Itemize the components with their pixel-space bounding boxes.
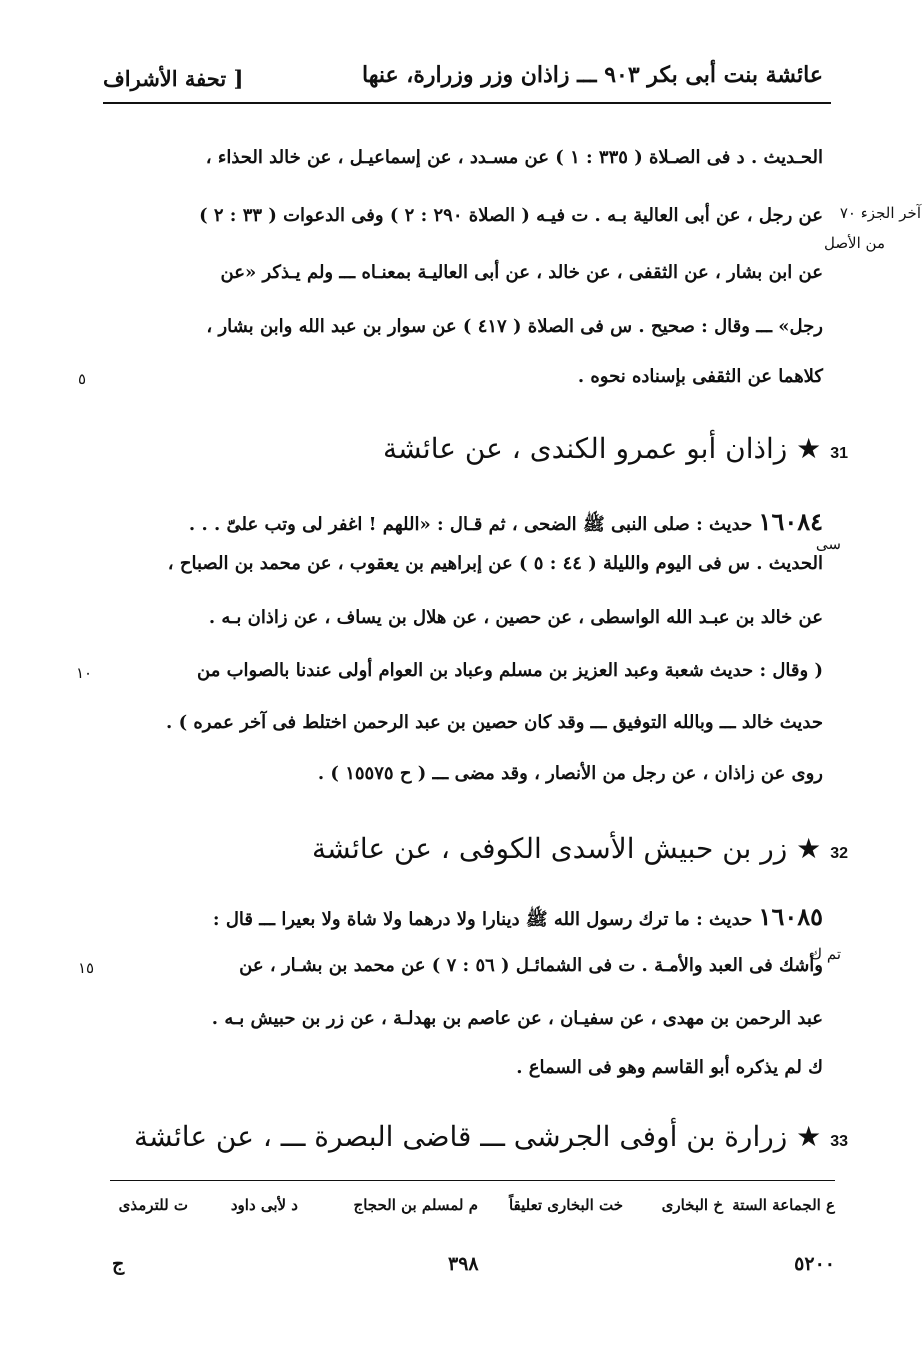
hadith-number: ١٦٠٨٥	[758, 902, 823, 931]
text-line: عن خالد بن عبـد الله الواسطى ، عن حصين ، عن هلال بن يساف ، عن زاذان بـه .	[208, 607, 823, 628]
hadith-line	[189, 507, 823, 539]
section-star: ★	[787, 832, 822, 865]
abbreviation-item: ع الجماعة الستة	[732, 1196, 835, 1214]
volume-letter: ج	[112, 1253, 125, 1275]
hadith-number: ١٦٠٨٤	[758, 507, 823, 536]
text-line: حديث خالد ـــ وبالله التوفيق ـــ وقد كان حصين بن عبد الرحمن اختلط فى آخر عمره ) .	[166, 712, 823, 733]
section-title: زرارة بن أوفى الجرشى ـــ قاضى البصرة ـــ ، عن عائشة	[134, 1120, 788, 1153]
section-number: 33	[830, 1133, 848, 1150]
margin-note: آخر الجزء ٧٠	[839, 204, 921, 222]
text-line: الحـديث . د فى الصـلاة ( ٣٣٥ : ١ ) عن مسـدد ، عن إسماعيـل ، عن خالد الحذاء ،	[205, 147, 823, 168]
section-heading	[134, 1120, 848, 1153]
running-header-title: عائشة بنت أبى بكر ٩٠٣ ـــ زاذان وزر وزرارة، عنها	[362, 62, 823, 88]
line-number-marker: ١٥	[78, 959, 95, 977]
page-number: ٣٩٨	[448, 1253, 479, 1275]
abbreviation-item: خ البخارى	[661, 1196, 723, 1214]
section-title: زر بن حبيش الأسدى الكوفى ، عن عائشة	[312, 832, 788, 865]
section-star: ★	[787, 432, 822, 465]
section-title: زاذان أبو عمرو الكندى ، عن عائشة	[382, 432, 788, 465]
abbreviation-item: ت للترمذى	[118, 1196, 188, 1214]
line-number-marker: ٥	[78, 370, 87, 388]
hadith-line	[213, 902, 823, 934]
text-line: عبد الرحمن بن مهدى ، عن سفيـان ، عن عاصم بن بهدلـة ، عن زر بن حبيش بـه .	[211, 1008, 823, 1029]
section-number: 32	[830, 845, 848, 862]
margin-siglum: تم ك	[809, 945, 841, 963]
text-line: عن ابن بشار ، عن الثقفى ، عن خالد ، عن أبى العاليـة بمعنـاه ـــ ولم يـذكر «عن	[220, 262, 823, 283]
footnote-rule	[110, 1180, 835, 1181]
text-line: الحديث . س فى اليوم والليلة ( ٤٤ : ٥ ) عن إبراهيم بن يعقوب ، عن محمد بن الصباح ،	[167, 553, 823, 574]
text-line: كلاهما عن الثقفى بإسناده نحوه .	[577, 366, 823, 387]
section-number: 31	[830, 445, 848, 462]
margin-note: من الأصل	[823, 234, 885, 252]
section-star: ★	[787, 1120, 822, 1153]
text-line: عن رجل ، عن أبى العالية بـه . ت فيـه ( الصلاة ٢٩٠ : ٢ ) وفى الدعوات ( ٣٣ : ٢ )	[199, 205, 823, 226]
abbreviation-item: خت البخارى تعليقاً	[508, 1196, 623, 1214]
section-heading	[312, 832, 848, 865]
header-rule	[103, 102, 831, 104]
hadith-text: حديث : ما ترك رسول الله ﷺ دينارا ولا درهما ولا شاة ولا بعيرا ـــ قال :	[212, 909, 753, 930]
text-line: رجل» ـــ وقال : صحيح . س فى الصلاة ( ٤١٧ ) عن سوار بن عبد الله وابن بشار ،	[206, 316, 823, 337]
text-line: ( وقال : حديث شعبة وعبد العزيز بن مسلم وعباد بن العوام أولى عندنا بالصواب من	[197, 660, 823, 681]
abbreviation-item: د لأبى داود	[230, 1196, 298, 1214]
line-number-marker: ١٠	[76, 664, 93, 682]
text-line: روى عن زاذان ، عن رجل من الأنصار ، وقد مضى ـــ ( ح ١٥٥٧٥ ) .	[317, 763, 823, 784]
text-line: وأشك فى العبد والأمـة . ت فى الشمائـل ( ٥٦ : ٧ ) عن محمد بن بشـار ، عن	[239, 955, 823, 976]
running-header-book: [ تحفة الأشراف	[103, 66, 244, 91]
abbreviation-item: م لمسلم بن الحجاج	[353, 1196, 478, 1214]
text-line: ك لم يذكره أبو القاسم وهو فى السماع .	[516, 1057, 823, 1078]
hadith-text: حديث : صلى النبى ﷺ الضحى ، ثم قـال : «اللهم ! اغفر لى وتب علىّ . . .	[188, 514, 753, 535]
margin-siglum: سى	[815, 535, 841, 553]
section-heading	[383, 432, 848, 465]
entry-count: ٥٢٠٠	[794, 1253, 835, 1275]
